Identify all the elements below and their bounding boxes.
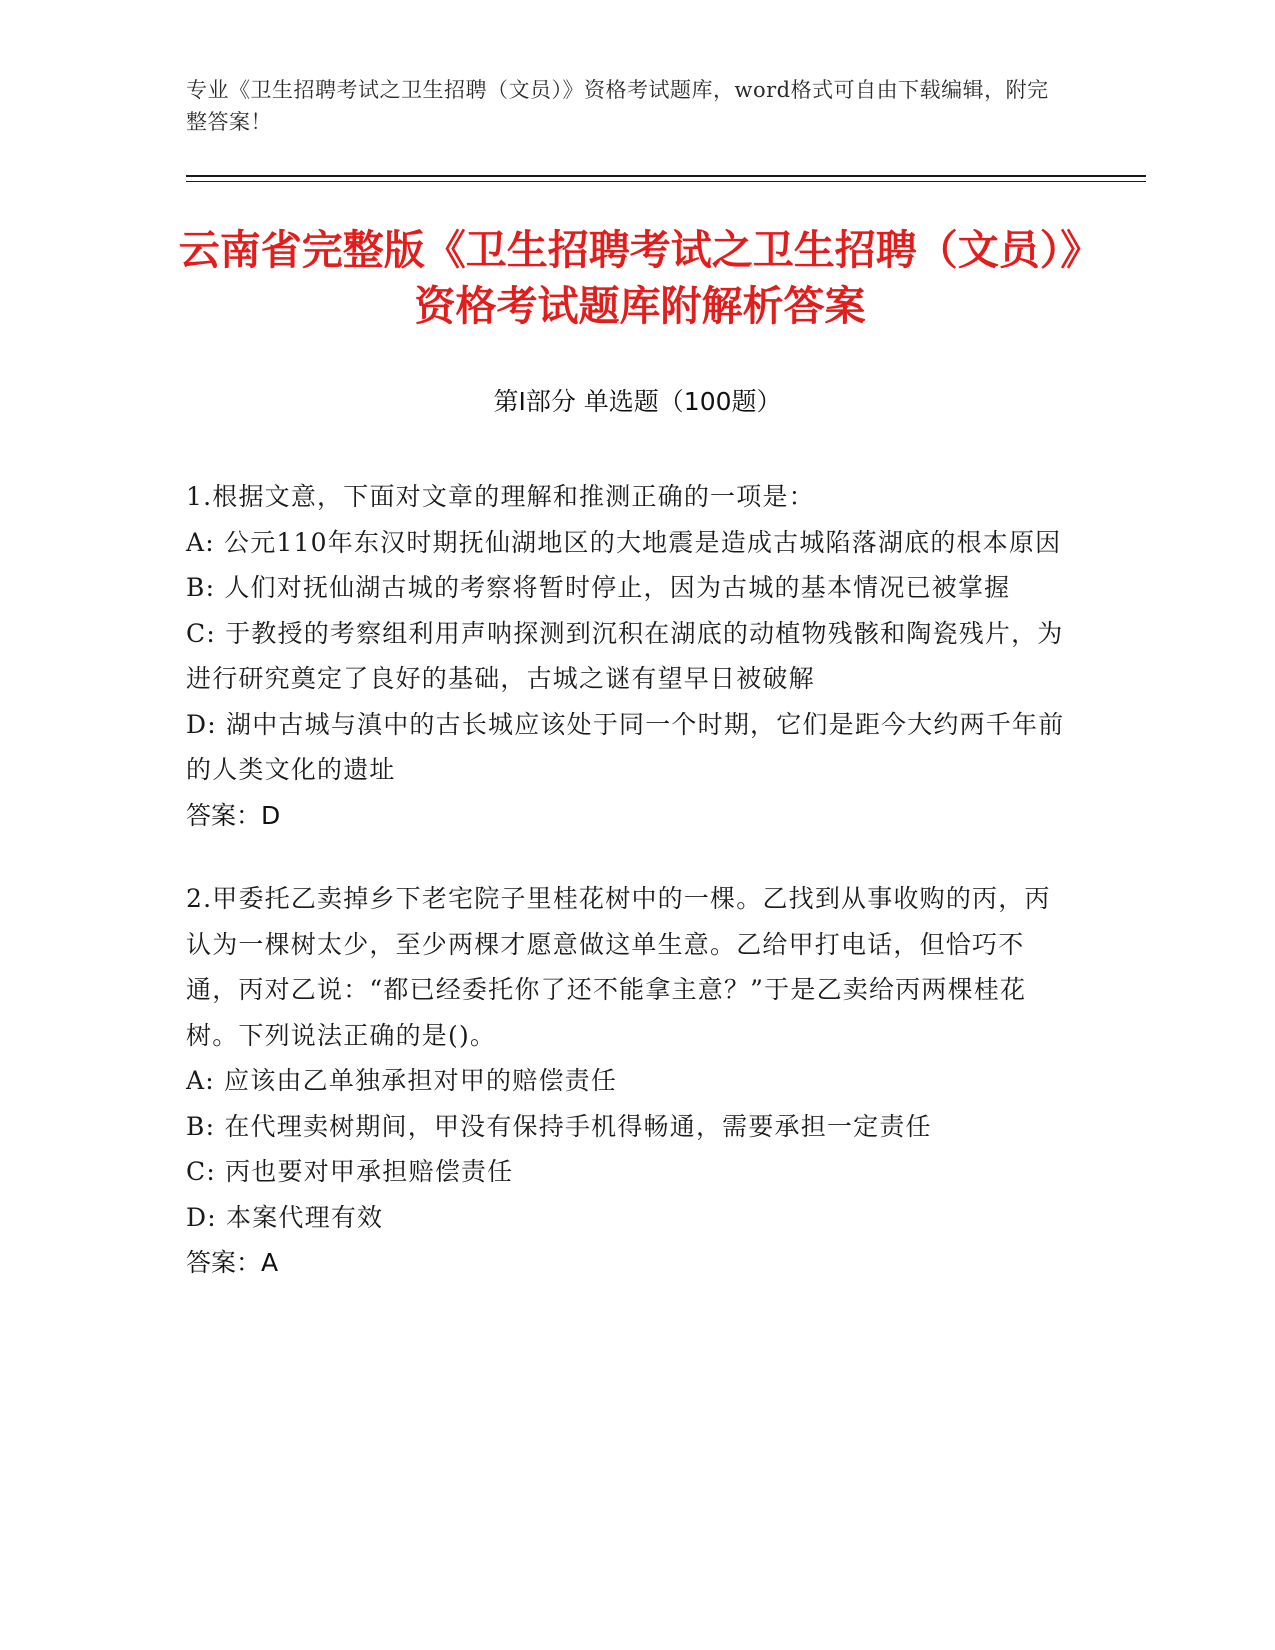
option-c: C: 丙也要对甲承担赔偿责任 xyxy=(186,1157,514,1186)
question-1 xyxy=(186,474,1066,838)
header-note: 专业《卫生招聘考试之卫生招聘（文员）》资格考试题库，word格式可自由下载编辑，附完整答案！ xyxy=(186,78,1049,134)
question-2 xyxy=(186,876,1066,1286)
document-title: 云南省完整版《卫生招聘考试之卫生招聘（文员）》资格考试题库附解析答案 xyxy=(178,226,1102,330)
question-stem: 1.根据文意，下面对文章的理解和推测正确的一项是： xyxy=(186,482,815,511)
option-d: D: 本案代理有效 xyxy=(186,1202,384,1232)
header-divider-thin xyxy=(186,181,1146,182)
option-a: A: 公元110年东汉时期抚仙湖地区的大地震是造成古城陷落湖底的根本原因 xyxy=(186,527,1062,557)
answer-line: 答案：D xyxy=(186,800,281,830)
answer-line: 答案：A xyxy=(186,1248,279,1277)
option-b: B: 人们对抚仙湖古城的考察将暂时停止，因为古城的基本情况已被掌握 xyxy=(186,573,1011,602)
option-b: B: 在代理卖树期间，甲没有保持手机得畅通，需要承担一定责任 xyxy=(186,1111,932,1141)
section-heading: 第I部分 单选题（100题） xyxy=(493,387,782,416)
question-stem: 2.甲委托乙卖掉乡下老宅院子里桂花树中的一棵。乙找到从事收购的丙，丙认为一棵树太少，至少两棵才愿意做这单生意。乙给甲打电话，但恰巧不通，丙对乙说：“都已经委托你了还不能拿主意？”于是乙卖给丙两棵桂花树。下列说法正确的是()。 xyxy=(186,884,1051,1050)
option-d: D: 湖中古城与滇中的古长城应该处于同一个时期，它们是距今大约两千年前的人类文化的遗址 xyxy=(186,709,1065,784)
option-a: A: 应该由乙单独承担对甲的赔偿责任 xyxy=(186,1066,618,1095)
option-c: C: 于教授的考察组利用声呐探测到沉积在湖底的动植物残骸和陶瓷残片，为进行研究奠定了良好的基础，古城之谜有望早日被破解 xyxy=(186,618,1064,693)
header-divider-thick xyxy=(186,175,1146,177)
question-list xyxy=(186,474,1066,1324)
